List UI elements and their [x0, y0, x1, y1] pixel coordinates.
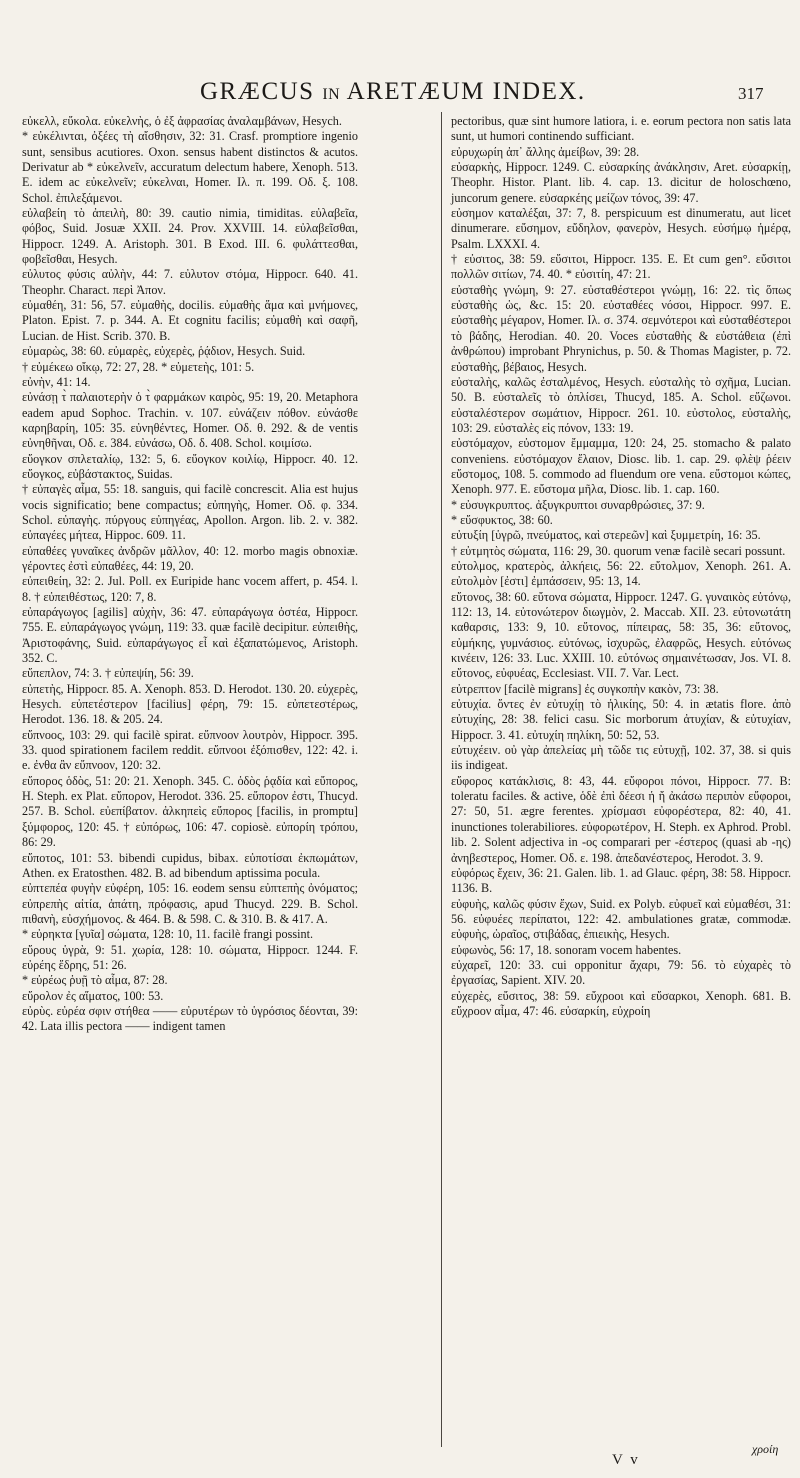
index-entry: εὐσαρκὴς, Hippocr. 1249. C. εὐσαρκίης ἀνάκλησιν, Aret. εὐσαρκίῃ, Theophr. Histor. Plant. lib. 4. cap. 13. dicitur de holoschœno, juncorum genere. εὐσαρκέης μείζων τόνος, 39: 47. — [451, 160, 791, 205]
index-entry: * εὐρηκτα [γυῖα] σώματα, 128: 10, 11. facilè frangi possint. — [22, 927, 314, 942]
index-entry: εὐσταλὴς, καλῶς ἐσταλμένος, Hesych. εὐσταλὴς τὸ σχῆμα, Lucian. 50. B. εὐσταλεῖς τὸ ὁπλίσει, Thucyd, 185. A. Schol. εὔζωνοι. εὐσταλέστερον σωμάτιον, Hippocr. 261. 10. εὐστολος, εὐσταλὴς, 103: 29. εὐσταλὲς εἰς πόνον, 133: 19. — [451, 374, 791, 435]
signature-mark: V v — [612, 1452, 640, 1468]
index-entry: εὔρους ὑγρὰ, 9: 51. χωρία, 128: 10. σώματα, Hippocr. 1244. F. εὐρέης ἕδρης, 51: 26. — [22, 942, 358, 972]
index-column-left — [22, 114, 358, 1035]
index-entry: εὐτυχία. ὄντες ἐν εὐτυχίῃ τὸ ἡλικίης, 50: 4. in ætatis flore. ἀπὸ εὐτυχίης, 28: 38. felici casu. Sic morborum ἀτυχίαν, & εὐτυχίαν, Hippocr. 3. 41. εὐτυχίη πηλίκη, 50: 52, 53. — [451, 697, 791, 742]
index-entry: εὐπαράγωγος [agilis] αὐχὴν, 36: 47. εὐπαράγωγα ὀστέα, Hippocr. 755. E. εὐπαράγωγος γνώμη, 119: 33. quæ facilè decipitur. εὐπειθὴς, Ἀριστοφάνης, Suid. εὐπαράγωγος εἶ καὶ ἐξαπατώμενος, Aristoph. 352. C. — [22, 605, 358, 666]
index-entry: εὔρολον ἐς αἵματος, 100: 53. — [22, 988, 164, 1003]
running-title-part-3: ARETÆUM INDEX. — [346, 78, 586, 105]
index-entry: εὐρυχωρίη ἀπ᾽ ἄλλης ἀμείβων, 39: 28. — [451, 144, 640, 159]
index-entry: εὐπαθέες γυναῖκες ἀνδρῶν μᾶλλον, 40: 12. morbo magis obnoxiæ. γέροντες ἐστὶ εὐπαθέες, 44: 19, 20. — [22, 543, 358, 573]
index-entry: * εὔσφυκτος, 38: 60. — [451, 512, 553, 527]
index-entry: εὐλαβείη τὸ ἀπειλὴ, 80: 39. cautio nimia, timiditas. εὐλαβεῖα, φόβος, Suid. Josuæ XXII. 24. Prov. XXVIII. 14. εὐλαβεῖσθαι, Hippocr. 1249. A. Aristoph. 301. B Exod. III. 6. φυλάττεσθαι, φοβεῖσθαι, Hesych. — [22, 206, 358, 267]
running-title — [200, 78, 586, 106]
index-entry: εὔφορος κατάκλισις, 8: 43, 44. εὔφοροι πόνοι, Hippocr. 77. B: toleratu faciles. & active, ὁδὲ ἐπὶ δέεσι ἡ ἤ ἀκάσω περιπὸν εὔφοροι, 27: 50, 51. ægre ferentes. χρίσμασι εὐφορέστερα, 82: 40, 41. inunctiones tolerabiliores. εὐφορωτέρον, H. Steph. ex Aphrod. Probl. lib. 2. Solent adjectiva in -ος comparari per -έστερος (quasi ab -ης) ἀνηβεστερος, Homer. Οδ. ε. 198. ἀπεδανέστερος, Herodot. 3. 9. — [451, 773, 791, 865]
index-entry: * εὐκέλινται, ὀξέες τὴ αἴσθησιν, 32: 31. Crasf. promptiore ingenio sunt, sensibus acutiores. Oxon. sensus habent distinctos & acutos. Derivatur ab * εὐκελνεῖν, accuratum delectum habere, Xenoph. 513. E. idem ac εὐκελνεῖν; εὐκελναι, Homer. Ιλ. π. 199. Οδ. ξ. 108. Schol. ἐπιλεξάμενοι. — [22, 129, 358, 205]
index-entry: * εὐρέως ῥυῇ τὸ αἷμα, 87: 28. — [22, 973, 168, 988]
index-entry: εὐλυτος φύσις αὐλὴν, 44: 7. εὐλυτον στόμα, Hippocr. 640. 41. Theophr. Charact. περὶ Ἀπον. — [22, 267, 358, 297]
column-divider — [441, 112, 442, 1447]
page-header — [0, 70, 800, 110]
index-entry: † εὐπαγὲς αἷμα, 55: 18. sanguis, qui facilè concrescit. Alia est hujus vocis significatio; bene compactus; εὐπηγὴς, Homer. Οδ. φ. 334. Schol. εὐπαγὴς. πύργους εὐπηγέας, Apollon. Argon. lib. 2. v. 382. εὐπαγέες μήτεα, Hippoc. 609. 11. — [22, 482, 358, 543]
index-entry: εὐφωνὸς, 56: 17, 18. sonoram vocem habentes. — [451, 942, 682, 957]
index-entry: εὐτυξίη [ὑγρῶ, πνεύματος, καὶ στερεῶν] καὶ ξυμμετρίη, 16: 35. — [451, 528, 761, 543]
index-entry: εὐπετὴς, Hippocr. 85. A. Xenoph. 853. D. Herodot. 130. 20. εὐχερὲς, Hesych. εὐπετέστερον [facilius] φέρη, 79: 15. εὐπετεστέρως, Herodot. 136. 18. & 205. 24. — [22, 681, 358, 727]
index-entry: εὔπνοος, 103: 29. qui facilè spirat. εὔπνοον λουτρὸν, Hippocr. 395. 33. quod spirationem facilem reddit. εὔπνοοι ἐξόπισθεν, 122: 42. i. e. ἐνθα ἂν εὔπνοον, 120: 32. — [22, 727, 358, 773]
index-entry: εὔπεπλον, 74: 3. † εὐπεψίη, 56: 39. — [22, 666, 194, 681]
index-entry: εὐσημον καταλέξαι, 37: 7, 8. perspicuum est dinumeratu, aut licet dinumerare. εὔσημον, εὔδηλον, φανερὸν, Hesych. εὐσήμῳ ἡμέρᾳ, Psalm. LXXXI. 4. — [451, 206, 791, 251]
index-column-right — [451, 114, 791, 1019]
index-entry: εὐνὴν, 41: 14. — [22, 374, 91, 389]
index-entry: εὐτυχέειν. οὐ γὰρ ἀπελείας μὴ τῶδε τις εὐτυχῇ, 102. 37, 38. si quis iis indigeat. — [451, 743, 791, 773]
index-entry: εὐπτεπέα φυγὴν εὐφέρη, 105: 16. eodem sensu εὐπτεπὴς ὀνόματος; εὐπρεπὴς αἰτία, ἀπάτη, πρόφασις, apud Thucyd. 229. B. Schol. πιθανὴ, εὐσχήμονος. & 464. B. & 598. C. & 310. B. & 417. A. — [22, 881, 358, 926]
index-entry: εὐκελλ, εὔκολα. εὐκελνὴς, ὁ ἐξ ἀφρασίας ἀναλαμβάνων, Hesych. — [22, 114, 342, 128]
index-entry: † εὐμέκεω οἴκῳ, 72: 27, 28. * εὐμετεὴς, 101: 5. — [22, 359, 255, 374]
index-entry: εὐτρεπτον [facilè migrans] ἐς συγκοπὴν κακὸν, 73: 38. — [451, 681, 719, 696]
index-entry: εὐτολμος, κρατερὸς, ἀλκήεις, 56: 22. εὔτολμον, Xenoph. 261. A. εὐτολμὸν [ἐστι] ἐμπάσσειν, 95: 13, 14. — [451, 558, 791, 589]
index-entry: εὐφυὴς, καλῶς φύσιν ἔχων, Suid. ex Polyb. εὐφυεῖ καὶ εὐμαθέσι, 31: 56. εὐφυέες περίπατοι, 122: 42. ambulationes gratæ, commodæ. εὐφυὴς, ὡραῖος, στιβάδας, ἐπιεικὴς, Hesych. — [451, 896, 791, 942]
index-entry: εὐπειθείη, 32: 2. Jul. Poll. ex Euripide hanc vocem affert, p. 454. l. 8. † εὐπειθέστως, 120: 7, 8. — [22, 574, 358, 604]
page-number: 317 — [738, 84, 764, 103]
index-entry: εὐχερὲς, εὔσιτος, 38: 59. εὔχροοι καὶ εὔσαρκοι, Xenoph. 681. B. εὔχροον αἷμα, 47: 46. εὐσαρκίη, εὐχροίη — [451, 988, 791, 1018]
index-entry: * εὐσυγκρυπτος. ἀξυγκρυπτοι συναρθρώσιες, 37: 9. — [451, 497, 705, 512]
index-entry: εὔποτος, 101: 53. bibendi cupidus, bibax. εὐποτίσαι ἐκπωμάτων, Athen. ex Eratosthen. 482. B. ad bibendum aptissima pocula. — [22, 850, 358, 880]
index-entry: εὐσταθὴς γνώμη, 9: 27. εὐσταθέστεροι γνώμῃ, 16: 22. τὶς ὅπως εὐσταθὴς ὡς, &c. 15: 20. εὐσταθέες νόσοι, Hippocr. 997. E. εὐσταθὴς μέγαρον, Homer. Ιλ. σ. 374. σεμνότεροι καὶ εὐσταθέστεροι τὸ βάδης, Herodian. 40. 20. Voces εὐσταθὴς & εὐστάθεια (ἐπὶ ἀνθρώπου) improbant Phrynichus, p. 50. & Thomas Magister, p. 72. εὐσταθὴς, βέβαιος, Hesych. — [451, 282, 791, 374]
index-entry: εὐνάσῃ τ̀ παλαιοτερὴν ὁ τ̀ φαρμάκων καιρὸς, 95: 19, 20. Metaphora eadem apud Sophoc. Trachin. v. 107. εὐνάζειν πόθον. εὐνάσθε καρηβαρίη, 105: 35. εὐνηθέντες, Homer. Οδ. θ. 292. & de ventis εὐνηθῆναι, Οδ. ε. 384. εὐνάσω, Οδ. δ. 408. Schol. κοιμίσω. — [22, 390, 358, 451]
index-entry: † εὐτμητὸς σώματα, 116: 29, 30. quorum venæ facilè secari possunt. — [451, 543, 786, 558]
index-entry: εὐρὺς. εὐρέα σφιν στήθεα —— εὐρυτέρων τὸ ὑγρόσιος δέονται, 39: 42. Lata illis pectora —— indigent tamen — [22, 1003, 358, 1034]
index-entry: εὔπορος ὁδὸς, 51: 20: 21. Xenoph. 345. C. ὁδὸς ῥᾳδία καὶ εὔπορος, H. Steph. ex Plat. εὔπορον, Herodot. 336. 25. εὔπορον ἐστι, Thucyd. 257. B. Schol. εὐεπίβατον. ἀλκηπεὶς εὔπορος [facilis, in promptu] ξύμφορος, 120: 45. † εὐπόρως, 106: 47. copiosè. εὐπορίη τρόπου, 86: 29. — [22, 773, 358, 850]
index-entry: † εὐσιτος, 38: 59. εὔσιτοι, Hippocr. 135. E. Et cum gen°. εὔσιτοι πολλῶν σιτίων, 74. 40. * εὐσιτίη, 47: 21. — [451, 252, 791, 282]
index-entry: εὔογκον σπλεταλίῳ, 132: 5, 6. εὔογκον κοιλίῳ, Hippocr. 40. 12. εὔογκος, εὐβάστακτος, Suidas. — [22, 451, 358, 481]
index-entry: εὐστόμαχον, εὐστομον ἔμμαμμα, 120: 24, 25. stomacho & palato conveniens. εὐστόμαχον ἔλαιον, Diosc. lib. 1. cap. 29. φλὲψ ῥέειν εὔστομος, 108. 5. commodo ad fluendum ore vena. εὔστομοι κώπες, Xenoph. 977. E. εὔστομα μῆλα, Diosc. lib. 1. cap. 160. — [451, 436, 791, 497]
index-entry: pectoribus, quæ sint humore latiora, i. e. eorum pectora non satis lata sunt, ut humori continendo sufficiant. — [451, 114, 791, 144]
index-entry: εὐμαρὼς, 38: 60. εὐμαρὲς, εὐχερὲς, ῥᾴδιον, Hesych. Suid. — [22, 344, 306, 359]
catchword: χροίη — [752, 1442, 779, 1456]
running-title-part-1: GRÆCUS — [200, 78, 315, 105]
running-title-part-2: IN — [322, 86, 341, 103]
index-entry: εὐμαθέη, 31: 56, 57. εὐμαθὴς, docilis. εὐμαθὴς ἅμα καὶ μνήμονες, Platon. Epist. 7. p. 344. A. Et cognitu facilis; εὐμαθὴ καὶ σαφῆ, Lucian. de Hist. Scrib. 370. B. — [22, 298, 358, 343]
index-entry: εὐχαρεῖ, 120: 33. cui opponitur ἄχαρι, 79: 56. τὸ εὐχαρὲς τὸ ἐργασίας, Sapient. XIV. 20. — [451, 957, 791, 988]
index-entry: εὐφόρως ἔχειν, 36: 21. Galen. lib. 1. ad Glauc. φέρη, 38: 58. Hippocr. 1136. B. — [451, 865, 791, 896]
index-entry: εὔτονος, 38: 60. εὔτονα σώματα, Hippocr. 1247. G. γυναικὸς εὐτόνῳ, 112: 13, 14. εὐτονώτερον διωγμὸν, 2. Maccab. XII. 23. εὐτονωτάτη καθαρσις, 133: 9, 10. εὔτονος, πίπειρας, 58: 35, 36: εὔτονος, εὐμήκης, γυμνάσιος. εὐτόνως, ἰσχυρῶς, ἐλαφρῶς, Hesych. εὐτόνως κινέειν, 126: 33. Luc. XXIII. 10. εὐτόνως σημαινέτωσαν, Jos. VI. 8. εὔτονος, εὐφυέας, Ecclesiast. VII. 7. Var. Lect. — [451, 589, 791, 681]
